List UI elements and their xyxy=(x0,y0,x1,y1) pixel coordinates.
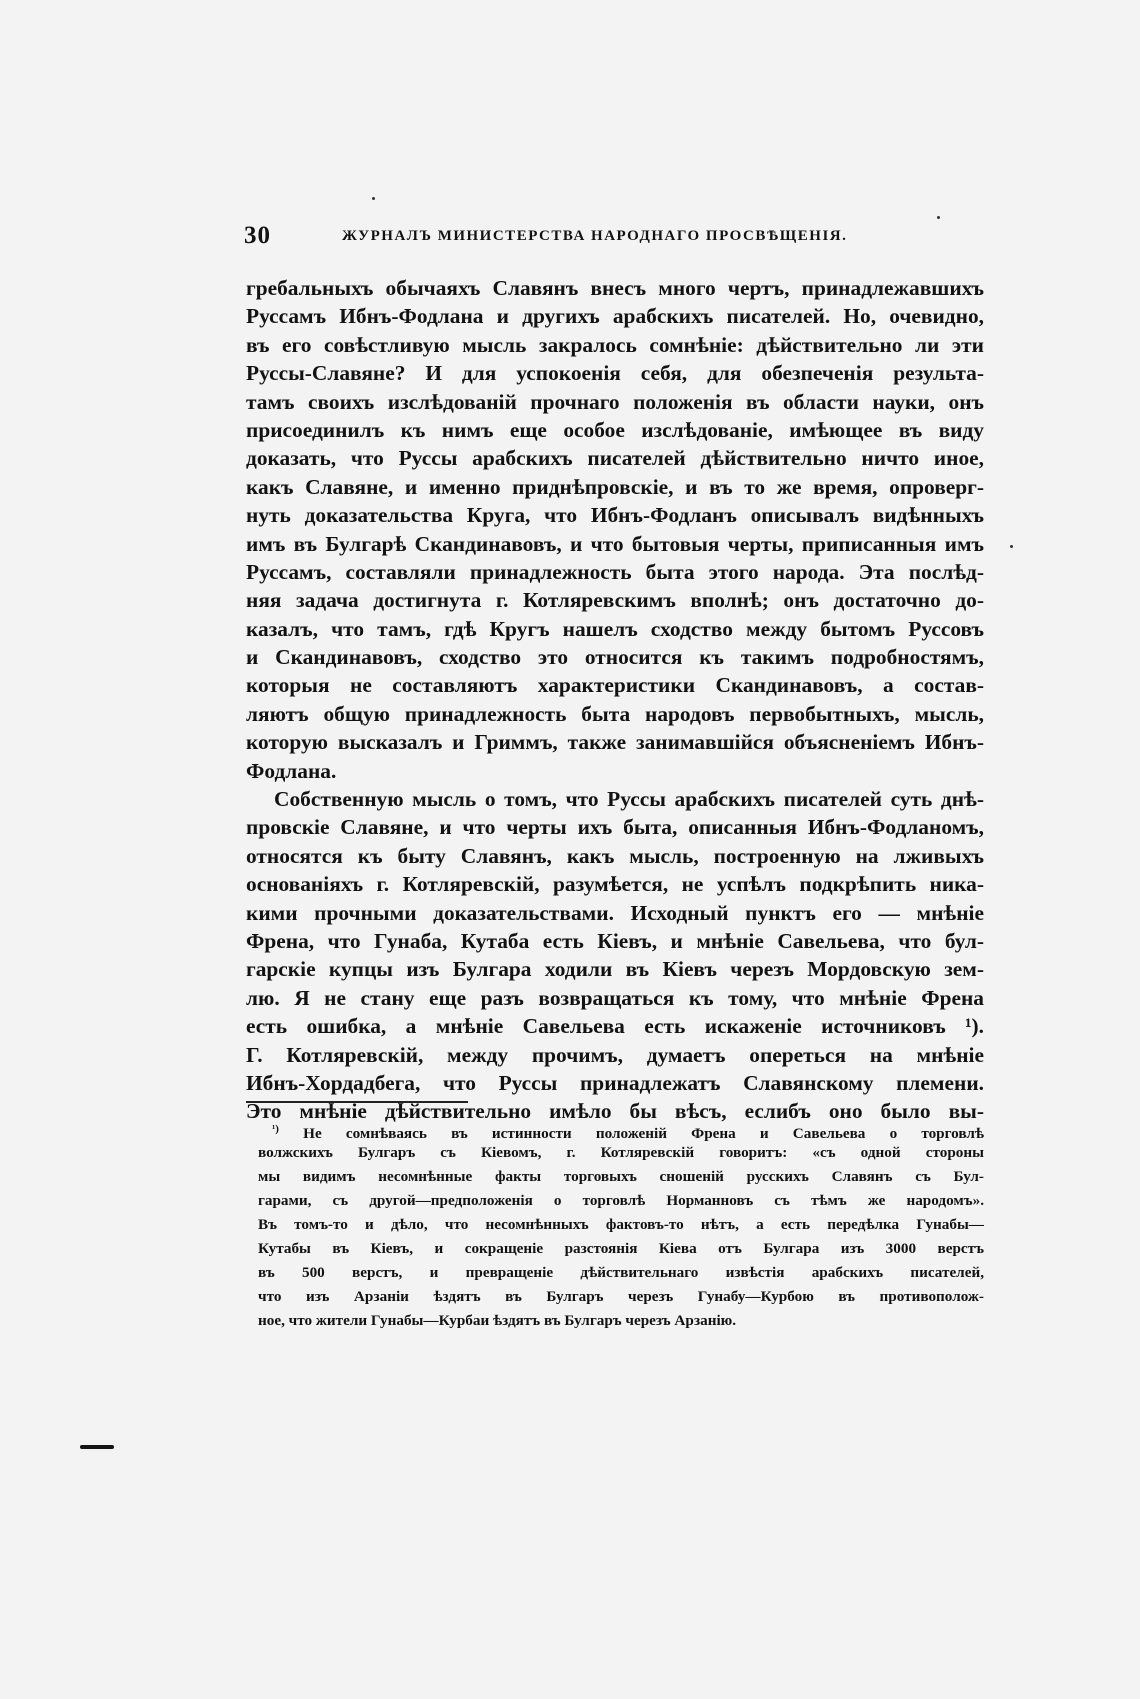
page-number: 30 xyxy=(244,222,271,249)
footnote-line: Кутабы въ Кіевъ, и сокращеніе разстоянія Кіева отъ Булгара изъ 3000 верстъ xyxy=(258,1240,984,1257)
text-line: какъ Славяне, и именно приднѣпровскіе, и въ то же время, опроверг- xyxy=(246,474,984,499)
text-line: Руссамъ Ибнъ-Фодлана и другихъ арабскихъ писателей. Но, очевидно, xyxy=(246,304,984,329)
print-speck xyxy=(937,216,940,219)
footnote-line: въ 500 верстъ, и превращеніе дѣйствительнаго извѣстія арабскихъ писателей, xyxy=(258,1264,984,1281)
footnote-divider xyxy=(246,1101,468,1103)
text-line: нуть доказательства Круга, что Ибнъ-Фодланъ описывалъ видѣнныхъ xyxy=(246,503,984,528)
page-header xyxy=(244,222,982,252)
text-line: основаніяхъ г. Котляревскій, разумѣется, не успѣлъ подкрѣпить ника- xyxy=(246,872,984,897)
footnote-line: мы видимъ несомнѣнные факты торговыхъ сношеній русскихъ Славянъ съ Бул- xyxy=(258,1168,984,1185)
text-line: имъ въ Булгарѣ Скандинавовъ, и что бытовыя черты, приписанныя имъ xyxy=(246,531,984,556)
footnote-line: ное, что жители Гунабы—Курбаи ѣздятъ въ Булгаръ черезъ Арзанію. xyxy=(258,1312,737,1329)
text-line: гарскіе купцы изъ Булгара ходили въ Кіевъ черезъ Мордовскую зем- xyxy=(246,957,984,982)
body-text xyxy=(246,274,984,1126)
print-speck xyxy=(1010,545,1013,548)
text-line: и Скандинавовъ, сходство это относится къ такимъ подробностямъ, xyxy=(246,645,984,670)
print-speck xyxy=(372,197,375,200)
text-line: есть ошибка, а мнѣніе Савельева есть искаженіе источниковъ ¹). xyxy=(246,1014,984,1039)
text-line: Фодлана. xyxy=(246,758,337,783)
text-line: Г. Котляревскій, между прочимъ, думаетъ опереться на мнѣніе xyxy=(246,1042,984,1067)
text-line: няя задача достигнута г. Котляревскимъ вполнѣ; онъ достаточно до- xyxy=(246,588,984,613)
text-line: которую высказалъ и Гриммъ, также занимавшійся объясненіемъ Ибнъ- xyxy=(246,730,984,755)
text-line: относятся къ быту Славянъ, какъ мысль, построенную на лживыхъ xyxy=(246,843,984,868)
text-line: Собственную мысль о томъ, что Руссы арабскихъ писателей суть днѣ- xyxy=(274,787,984,812)
footnote-line: волжскихъ Булгаръ съ Кіевомъ, г. Котляревскій говоритъ: «съ одной стороны xyxy=(258,1144,984,1161)
running-title: ЖУРНАЛЪ МИНИСТЕРСТВА НАРОДНАГО ПРОСВѢЩЕНІЯ. xyxy=(342,228,848,244)
footnote xyxy=(258,1117,984,1333)
footnote-line xyxy=(258,1117,984,1141)
text-line: Это мнѣніе дѣйствительно имѣло бы вѣсъ, еслибъ оно было вы- xyxy=(246,1099,984,1124)
footnote-marker: ¹) xyxy=(272,1123,279,1135)
text-line: ляютъ общую принадлежность быта народовъ первобытныхъ, мысль, xyxy=(246,701,984,726)
text-line: Руссы-Славяне? И для успокоенія себя, для обезпеченія результа- xyxy=(246,361,984,386)
text-line: присоединилъ къ нимъ еще особое изслѣдованіе, имѣющее въ виду xyxy=(246,417,984,442)
footnote-line: что изъ Арзаніи ѣздятъ въ Булгаръ черезъ Гунабу—Курбою въ противополож- xyxy=(258,1288,984,1305)
text-line: тамъ своихъ изслѣдованій прочнаго положенія въ области науки, онъ xyxy=(246,389,984,414)
text-line: Френа, что Гунаба, Кутаба есть Кіевъ, и мнѣніе Савельева, что бул- xyxy=(246,928,984,953)
text-line: доказать, что Руссы арабскихъ писателей дѣйствительно ничто иное, xyxy=(246,446,984,471)
text-line: лю. Я не стану еще разъ возвращаться къ тому, что мнѣніе Френа xyxy=(246,985,984,1010)
text-line: провскіе Славяне, и что черты ихъ быта, описанныя Ибнъ-Фодланомъ, xyxy=(246,815,984,840)
text-line: гребальныхъ обычаяхъ Славянъ внесъ много чертъ, принадлежавшихъ xyxy=(246,276,984,300)
text-line: кими прочными доказательствами. Исходный пунктъ его — мнѣніе xyxy=(246,900,984,925)
footnote-text: Не сомнѣваясь въ истинности положеній Френа и Савельева о торговлѣ xyxy=(303,1125,985,1143)
footnote-line: Въ томъ-то и дѣло, что несомнѣнныхъ фактовъ-то нѣтъ, а есть передѣлка Гунабы— xyxy=(258,1216,984,1233)
text-line: Ибнъ-Хордадбега, что Руссы принадлежатъ Славянскому племени. xyxy=(246,1070,984,1095)
footnote-line: гарами, съ другой—предположенія о торговлѣ Норманновъ съ тѣмъ же народомъ». xyxy=(258,1192,984,1209)
text-line: въ его совѣстливую мысль закралось сомнѣніе: дѣйствительно ли эти xyxy=(246,332,984,357)
text-line: Руссамъ, составляли принадлежность быта этого народа. Эта послѣд- xyxy=(246,559,984,584)
text-line: которыя не составляютъ характеристики Скандинавовъ, а состав- xyxy=(246,673,984,698)
text-line: казалъ, что тамъ, гдѣ Кругъ нашелъ сходство между бытомъ Руссовъ xyxy=(246,616,984,641)
margin-mark xyxy=(80,1445,114,1449)
